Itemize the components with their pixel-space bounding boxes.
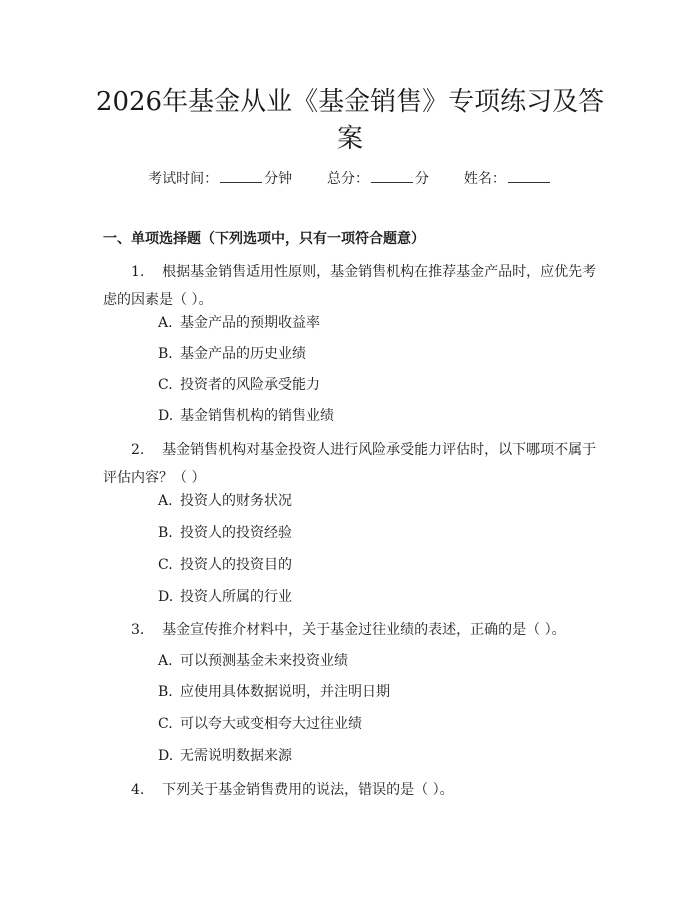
option-text: 基金产品的历史业绩 (180, 346, 306, 362)
option-text: 投资者的风险承受能力 (180, 377, 320, 393)
option-letter: C. (158, 716, 173, 732)
option-text: 基金销售机构的销售业绩 (180, 408, 334, 424)
option-letter: B. (158, 684, 173, 700)
exam-info-line (0, 168, 700, 189)
question-number: 2. (131, 442, 145, 458)
exam-time-label: 考试时间： (148, 171, 219, 187)
question-3 (103, 616, 603, 644)
option-letter: D. (158, 748, 174, 764)
option-text: 投资人的投资经验 (180, 525, 292, 541)
question-2-option-c (158, 555, 292, 575)
option-text: 无需说明数据来源 (180, 748, 292, 764)
option-text: 可以夸大或变相夸大过往业绩 (180, 716, 362, 732)
question-text: 下列关于基金销售费用的说法，错误的是（ ）。 (162, 782, 454, 798)
option-text: 投资人所属的行业 (180, 589, 292, 605)
question-1-option-d (158, 406, 334, 426)
exam-time-blank (220, 168, 262, 183)
question-1-option-c (158, 375, 320, 395)
question-text: 基金销售机构对基金投资人进行风险承受能力评估时，以下哪项不属于评估内容？（ ） (103, 442, 597, 486)
name-blank (508, 168, 550, 183)
page-title: 2026年基金从业《基金销售》专项练习及答案 (95, 87, 605, 154)
question-number: 3. (131, 622, 145, 638)
question-2-option-a (158, 491, 292, 511)
option-letter: D. (158, 408, 174, 424)
name-label: 姓名： (463, 171, 506, 187)
question-3-option-b (158, 682, 390, 702)
question-2-option-b (158, 523, 292, 543)
option-letter: D. (158, 589, 174, 605)
question-2-option-d (158, 587, 292, 607)
question-4 (103, 776, 603, 804)
total-score-unit: 分 (415, 171, 429, 187)
question-1-option-b (158, 344, 306, 364)
option-text: 投资人的投资目的 (180, 557, 292, 573)
option-letter: B. (158, 346, 173, 362)
option-text: 可以预测基金未来投资业绩 (180, 653, 348, 669)
question-text: 基金宣传推介材料中，关于基金过往业绩的表述，正确的是（ ）。 (162, 622, 566, 638)
option-letter: C. (158, 377, 173, 393)
option-letter: C. (158, 557, 173, 573)
question-number: 1. (131, 264, 145, 280)
option-text: 基金产品的预期收益率 (180, 315, 320, 331)
option-letter: A. (158, 493, 173, 509)
total-score-label: 总分： (327, 171, 369, 187)
question-3-option-d (158, 746, 292, 766)
option-text: 应使用具体数据说明，并注明日期 (180, 684, 390, 700)
question-text: 根据基金销售适用性原则，基金销售机构在推荐基金产品时，应优先考虑的因素是（ ）。 (103, 264, 597, 308)
option-text: 投资人的财务状况 (180, 493, 292, 509)
exam-time-unit: 分钟 (264, 171, 293, 187)
question-3-option-c (158, 714, 362, 734)
total-score-blank (371, 168, 413, 183)
section-heading: 一、单项选择题（下列选项中，只有一项符合题意） (103, 231, 425, 247)
question-3-option-a (158, 651, 348, 671)
option-letter: A. (158, 653, 173, 669)
question-number: 4. (131, 782, 145, 798)
option-letter: B. (158, 525, 173, 541)
question-2 (103, 436, 603, 492)
option-letter: A. (158, 315, 173, 331)
question-1-option-a (158, 313, 320, 333)
question-1 (103, 258, 603, 314)
